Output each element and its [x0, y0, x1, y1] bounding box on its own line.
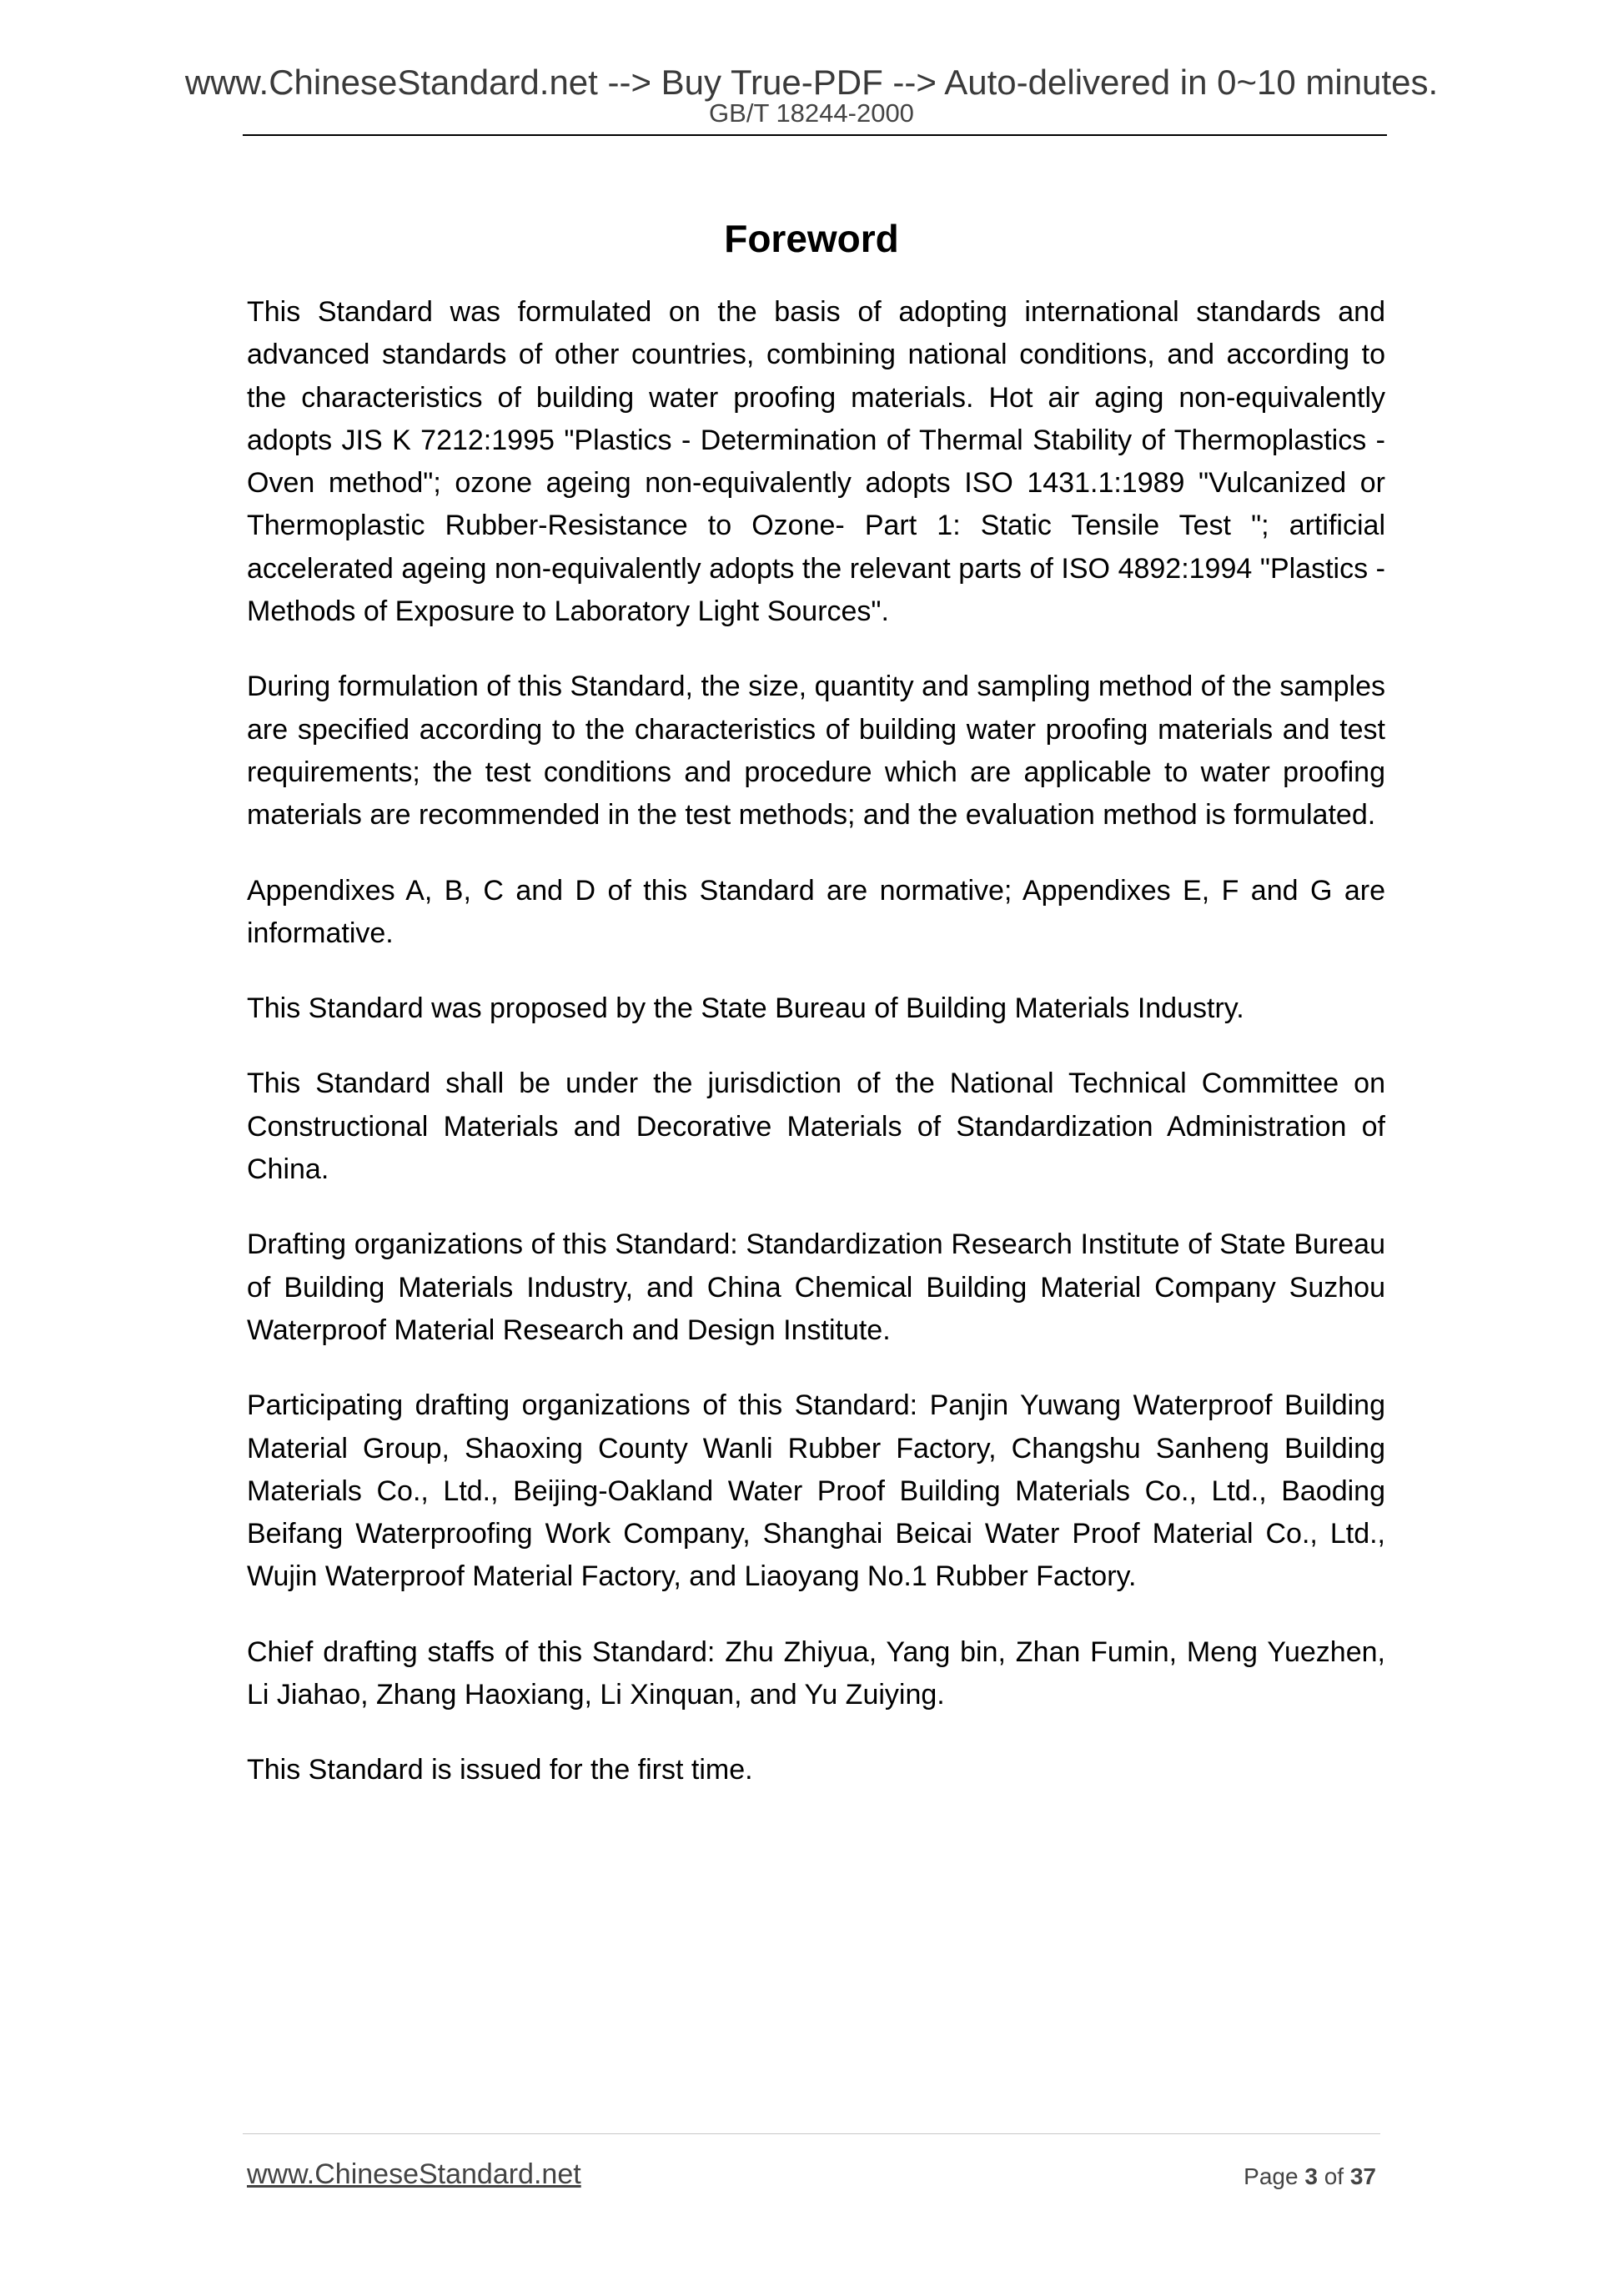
page-of: of: [1324, 2163, 1344, 2189]
paragraph-chief-drafting-staffs: Chief drafting staffs of this Standard: Zhu Zhiyua, Yang bin, Zhan Fumin, Meng Yuezhen, Li Jiahao, Zhang Haoxiang, Li Xinquan, and Yu Zuiying.: [247, 1635, 1385, 1711]
paragraph-jurisdiction: This Standard shall be under the jurisdiction of the National Technical Committee on Constructional Materials and Decorative Materials of Standardization Administration of China.: [247, 1068, 1385, 1186]
page-number: [1244, 2165, 1376, 2188]
foreword-body: [247, 291, 1385, 1825]
paragraph-proposed-by: This Standard was proposed by the State Bureau of Building Materials Industry.: [247, 992, 1244, 1025]
footer-website-link[interactable]: www.ChineseStandard.net: [247, 2158, 581, 2190]
paragraph-first-issue: This Standard is issued for the first time.: [247, 1754, 753, 1786]
paragraph-adoption: This Standard was formulated on the basis of adopting international standards and advanced standards of other countries, combining national conditions, and according to the characteristics of building water proofing materials. Hot air aging non-equivalently adopts JIS K 7212:1995 "Plastics - Determination of Thermal Stability of Thermoplastics - Oven method"; ozone ageing non-equivalently adopts ISO 1431.1:1989 "Vulcanized or Thermoplastic Rubber-Resistance to Ozone- Part 1: Static Tensile Test "; artificial accelerated ageing non-equivalently adopts the relevant parts of ISO 4892:1994 "Plastics - Methods of Exposure to Laboratory Light Sources".: [247, 296, 1385, 628]
page-total: 37: [1349, 2163, 1376, 2189]
page-prefix: Page: [1244, 2163, 1299, 2189]
paragraph-appendixes: Appendixes A, B, C and D of this Standard are normative; Appendixes E, F and G are informative.: [247, 874, 1385, 949]
paragraph-formulation: During formulation of this Standard, the size, quantity and sampling method of the samples are specified according to the characteristics of building water proofing materials and test requirements; the test conditions and procedure which are applicable to water proofing materials are recommended in the test methods; and the evaluation method is formulated.: [247, 671, 1385, 831]
footer-divider: [243, 2133, 1380, 2134]
page-title: Foreword: [724, 216, 899, 260]
standard-code: GB/T 18244-2000: [709, 98, 914, 128]
paragraph-participating-organizations: Participating drafting organizations of this Standard: Panjin Yuwang Waterproof Building Material Group, Shaoxing County Wanli Rubber Factory, Changshu Sanheng Building Materials Co., Ltd., Beijing-Oakland Water Proof Building Materials Co., Ltd., Baoding Beifang Waterproofing Work Company, Shanghai Beicai Water Proof Material Co., Ltd., Wujin Waterproof Material Factory, and Liaoyang No.1 Rubber Factory.: [247, 1389, 1385, 1593]
header-divider: [243, 134, 1387, 136]
top-banner: www.ChineseStandard.net --> Buy True-PDF --> Auto-delivered in 0~10 minutes.: [184, 63, 1439, 102]
paragraph-drafting-organizations: Drafting organizations of this Standard: Standardization Research Institute of State Bureau of Building Materials Industry, and China Chemical Building Material Company Suzhou Waterproof Material Research and Design Institute.: [247, 1228, 1385, 1346]
page-current: 3: [1304, 2163, 1318, 2189]
